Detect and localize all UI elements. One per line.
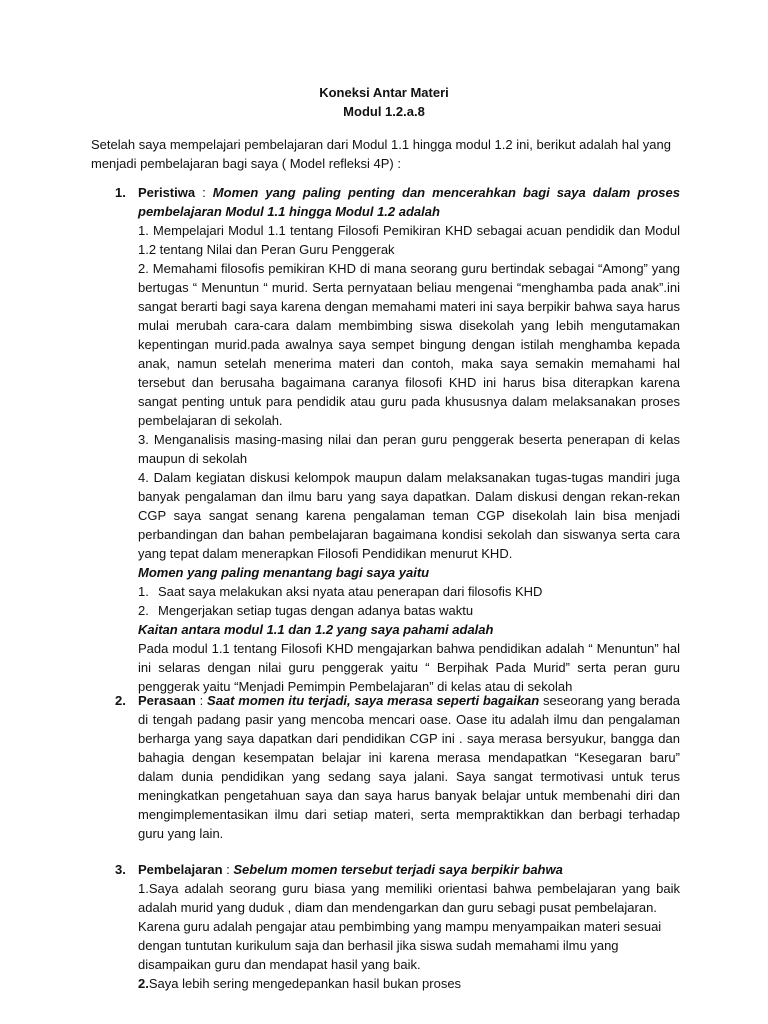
paragraph: 3. Menganalisis masing-masing nilai dan peran guru penggerak beserta penerapan di kelas maupun di sekolah — [138, 432, 680, 466]
section-heading — [138, 183, 680, 221]
document-subtitle: Modul 1.2.a.8 — [343, 104, 425, 119]
section-number: 3. — [115, 862, 126, 877]
paragraph: 4. Dalam kegiatan diskusi kelompok maupun dalam melaksanakan tugas-tugas mandiri juga banyak pengalaman dan ilmu baru yang saya dapatkan. Dalam diskusi dengan rekan-rekan CGP saya sangat senang karena pengalaman teman CGP disekolah lain bisa menjadi perbandingan dan bahan pembelajaran bagaimana kondisi sekolah dan siswanya serta cara yang tepat dalam menerapkan Filosofi Pendidikan menurut KHD. — [138, 470, 680, 561]
section-body — [138, 221, 680, 696]
intro-paragraph: Setelah saya mempelajari pembelajaran dari Modul 1.1 hingga modul 1.2 ini, berikut adalah hal yang menjadi pembelajaran bagi saya ( Model refleksi 4P) : — [91, 137, 671, 171]
list-text: Mengerjakan setiap tugas dengan adanya batas waktu — [158, 603, 474, 618]
subheading: Momen yang paling menantang bagi saya yaitu — [138, 565, 430, 580]
section-number: 2. — [115, 693, 126, 708]
label-separator: : — [195, 185, 213, 200]
section-label: Peristiwa — [138, 185, 196, 200]
document-title: Koneksi Antar Materi — [319, 85, 449, 100]
paragraph: 1.Saya adalah seorang guru biasa yang memiliki orientasi bahwa pembelajaran yang baik adalah murid yang duduk , diam dan mendengarkan dan guru sebagi pusat pembelajaran. — [138, 881, 680, 915]
section-body — [138, 691, 680, 843]
paragraph: Pada modul 1.1 tentang Filosofi KHD mengajarkan bahwa pendidikan adalah “ Menuntun” hal ini selaras dengan nilai guru penggerak yaitu “ Berpihak Pada Murid” serta peran guru penggerak yaitu “Menjadi Pemimpin Pembelajaran” di kelas atau di sekolah — [138, 641, 680, 694]
list-item — [138, 582, 680, 601]
section-peristiwa — [115, 183, 680, 696]
list-number: 1. — [138, 584, 149, 599]
section-perasaan — [115, 691, 680, 843]
section-label: Perasaan — [138, 693, 196, 708]
section-pembelajaran — [115, 860, 680, 993]
label-separator: : — [195, 693, 208, 708]
section-heading — [138, 860, 680, 879]
list-number: 2. — [138, 603, 149, 618]
subheading: Kaitan antara modul 1.1 dan 1.2 yang saya pahami adalah — [138, 622, 494, 637]
paragraph: 2. Memahami filosofis pemikiran KHD di mana seorang guru bertindak sebagai “Among” yang bertugas “ Menuntun “ murid. Serta pernyataan beliau mengenai “menghamba pada anak”.ini sangat berarti bagi saya karena dengan memahami materi ini saya berpikir bahwa saya harus mulai merubah cara-cara dalam membimbing siswa disekolah yang lebih mengutamakan kepentingan murid.pada awalnya saya sempet bingung dengan istilah menghamba kepada anak, namun setelah menerima materi dan contoh, maka saya semakin memahami hal tersebut dan berusaha bagaimana caranya filosofi KHD ini harus bisa diterapkan karena sangat penting untuk para pendidik atau guru pada khususnya dalam melaksanakan proses pembelajaran di sekolah. — [138, 261, 680, 428]
section-number: 1. — [115, 185, 126, 200]
section-label: Pembelajaran — [138, 862, 223, 877]
paragraph — [138, 974, 680, 993]
list-text: Saya lebih sering mengedepankan hasil bukan proses — [148, 976, 462, 991]
paragraph: seseorang yang berada di tengah padang pasir yang mencoba mencari oase. Oase itu adalah ilmu dan pengalaman berharga yang saya dapatkan dari pendidikan CGP ini . saya merasa bersyukur, bangga dan bahagia dengan kesempatan belajar ini karena merasa mendapatkan “Kesegaran baru” dalam dunia pendidikan yang sedang saya jalani. Saya sangat termotivasi untuk terus meningkatkan pengetahuan saya dan saya harus banyak belajar untuk membenahi diri dan mengimplementasikan ilmu dari setiap materi, serta mempraktikkan dan berbagi terhadap guru yang lain. — [138, 693, 680, 841]
challenge-list — [138, 582, 680, 620]
section-heading-text: Saat momen itu terjadi, saya merasa seperti bagaikan — [207, 693, 540, 708]
list-number: 2. — [138, 976, 149, 991]
label-separator: : — [222, 862, 234, 877]
list-text: Saat saya melakukan aksi nyata atau penerapan dari filosofis KHD — [158, 584, 543, 599]
section-body — [138, 879, 680, 993]
list-item — [138, 601, 680, 620]
section-heading-text: Sebelum momen tersebut terjadi saya berpikir bahwa — [233, 862, 563, 877]
paragraph: Karena guru adalah pengajar atau pembimbing yang mampu menyampaikan materi sesuai dengan tuntutan kurikulum saja dan berhasil jika siswa sudah memahami ilmu yang disampaikan guru dan mendapat hasil yang baik. — [138, 919, 662, 972]
section-heading-text: Momen yang paling penting dan mencerahkan bagi saya dalam proses pembelajaran Modul 1.1 hingga Modul 1.2 adalah — [138, 185, 680, 219]
paragraph: 1. Mempelajari Modul 1.1 tentang Filosofi Pemikiran KHD sebagai acuan pendidik dan Modul 1.2 tentang Nilai dan Peran Guru Penggerak — [138, 223, 680, 257]
